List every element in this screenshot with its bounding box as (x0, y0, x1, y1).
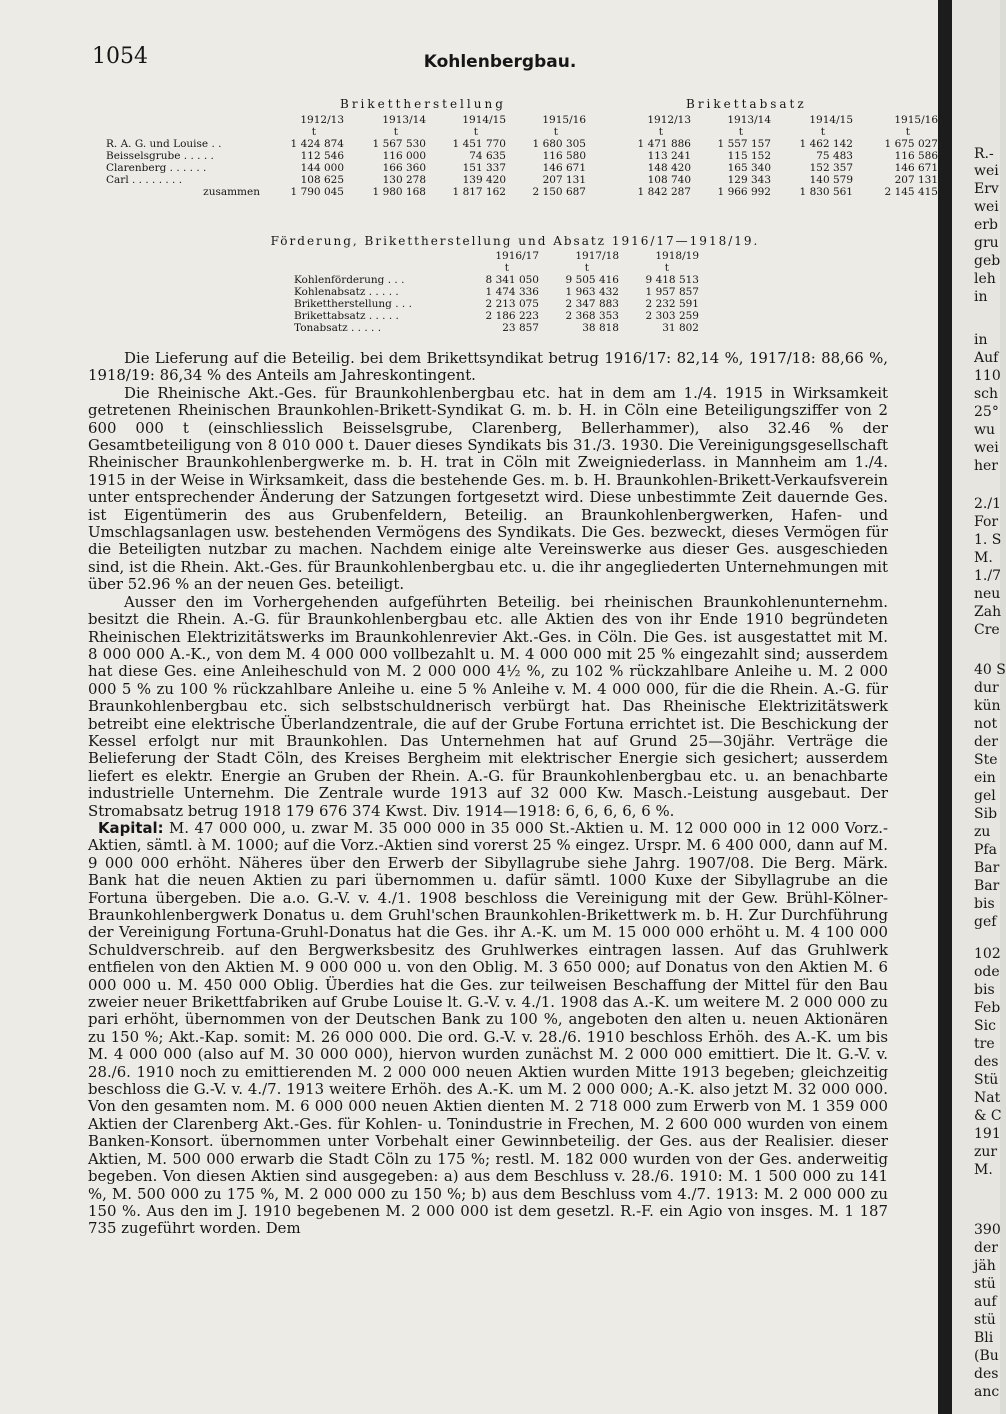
table1-year: 1913/14 (382, 114, 426, 126)
table1-unit-corner (106, 126, 266, 138)
adjacent-page-fragment: Bli (974, 1330, 994, 1346)
table1-cell: 116 000 (382, 150, 426, 162)
adjacent-page-fragment: auf (974, 1294, 997, 1310)
table2-row (294, 310, 699, 322)
adjacent-page-fragment: bis (974, 982, 995, 998)
adjacent-page-fragment: in (974, 332, 988, 348)
table1-cell: 146 671 (542, 162, 586, 174)
table2-row (294, 286, 699, 298)
adjacent-page-fragment: her (974, 458, 998, 474)
table2-cell: 2 347 883 (565, 298, 619, 310)
table2-cell: 2 213 075 (485, 298, 539, 310)
adjacent-page-fragment: Nat (974, 1090, 1001, 1106)
table1-cell: 140 579 (809, 174, 853, 186)
table1-cell: 1 966 992 (717, 186, 771, 198)
adjacent-page-fragment: des (974, 1366, 999, 1382)
adjacent-page-edge (952, 0, 1006, 1414)
table2-unit-corner (294, 262, 454, 274)
paragraph-syndicate: Die Rheinische Akt.-Ges. für Braunkohlenbergbau etc. hat in dem am 1./4. 1915 in Wirksamkeit getretenen Rheinischen Braunkohlen-Brikett-Syndikat G. m. b. H. in Cöln eine Beteiligungsziffer von 2 600 000 t (einschliesslich Beisselsgrube, Clarenberg, Bellerhammer), also 32.46 % der Gesamtbeteiligung von 8 010 000 t. Dauer dieses Syndikats bis 31./3. 1930. Die Vereinigungsgesellschaft Rheinischer Braunkohlenbergwerke m. b. H. trat in Cöln mit Zweigniederlass. in Mannheim am 1./4. 1915 in der Weise in Wirksamkeit, dass die bestehende Ges. m. b. H. Braunkohlen-Brikett-Verkaufsverein unter entsprechender Änderung der Satzungen fortgesetzt wird. Diese unbestimmte Zeit dauernde Ges. ist Eigentümerin des aus Grubenfeldern, Beteilig. an Braunkohlenbergwerken, Hafen- und Umschlagsanlagen usw. bestehenden Vermögens des Syndikats. Die Ges. bezweckt, dieses Vermögen für die Beteiligten nutzbar zu machen. Nachdem einige alte Vereinswerke aus dieser Ges. ausgeschieden sind, ist die Rhein. Akt.-Ges. für Braunkohlenbergbau etc. u. die ihr angegliederten Unternehmungen mit über 52.96 % an der neuen Ges. beteiligt. (88, 383, 888, 594)
table1-cell: 1 451 770 (452, 138, 506, 150)
table2-cell: 38 818 (582, 322, 619, 334)
table1-cell: 1 680 305 (532, 138, 586, 150)
table1-cell: 165 340 (727, 162, 771, 174)
table1-year: 1915/16 (894, 114, 938, 126)
adjacent-page-fragment: der (974, 1240, 998, 1256)
table2-year-row (294, 250, 699, 262)
table2-row (294, 322, 699, 334)
table1-unit: t (905, 126, 910, 138)
table1-cell: 113 241 (647, 150, 691, 162)
adjacent-page-fragment: 25° (974, 404, 999, 420)
adjacent-page-fragment: wei (974, 440, 999, 456)
table1-cell: 148 420 (647, 162, 691, 174)
table1-cell: 1 462 142 (799, 138, 853, 150)
table1-unit: t (311, 126, 316, 138)
table2-row (294, 274, 699, 286)
adjacent-page-fragment: ode (974, 964, 1000, 980)
table2-cell: 2 368 353 (565, 310, 619, 322)
table2-cell: 23 857 (502, 322, 539, 334)
table1-cell: 139 420 (462, 174, 506, 186)
adjacent-page-fragment: des (974, 1054, 999, 1070)
table1-year-row (106, 114, 938, 126)
paragraph-electricity-works: Ausser den im Vorhergehenden aufgeführten Beteilig. bei rheinischen Braunkohlenunternehm. besitzt die Rhein. A.-G. für Braunkohlenbergbau etc. alle Aktien des von ihr Ende 1910 begründeten Rheinischen Elektrizitätswerks im Braunkohlenrevier Akt.-Ges. in Cöln. Die Ges. ist ausgestattet mit M. 8 000 000 A.-K., von dem M. 4 000 000 vollbezahlt u. M. 4 000 000 mit 25 % eingezahlt sind; ausserdem hat diese Ges. eine Anleiheschuld von M. 2 000 000 4½ %, zu 102 % rückzahlbare Anleihe u. M. 2 000 000 5 % zu 100 % rückzahlbare Anleihe u. eine 5 % Anleihe v. M. 4 000 000, für die die Rhein. A.-G. für Braunkohlenbergbau etc. sich selbstschuldnerisch verbürgt hat. Das Rheinische Elektrizitätswerk betreibt eine elektrische Überlandzentrale, die auf der Grube Fortuna errichtet ist. Die Beschickung der Kessel erfolgt nur mit Braunkohlen. Das Unternehmen hat auf Grund 25—30jähr. Verträge die Belieferung der Stadt Cöln, des Kreises Bergheim mit elektrischer Energie sich gesichert; ausserdem liefert es elektr. Energie an Gruben der Rhein. A.-G. für Braunkohlenbergbau etc. u. an benachbarte industrielle Unternehm. Die Zentrale wurde 1913 auf 32 000 Kw. Masch.-Leistung ausgebaut. Der Stromabsatz betrug 1918 179 676 374 Kwst. Div. 1914—1918: 6, 6, 6, 6, 6 %. (88, 592, 888, 820)
adjacent-page-fragment: Auf (974, 350, 999, 366)
table1-cell: 116 586 (894, 150, 938, 162)
adjacent-page-fragment: 102 (974, 946, 1001, 962)
table2-cell: 8 341 050 (485, 274, 539, 286)
table1-cell: 116 580 (542, 150, 586, 162)
page-number: 1054 (92, 44, 148, 69)
adjacent-page-fragment: anc (974, 1384, 1000, 1400)
table2-row-label: Brikettabsatz . . . . . (294, 310, 399, 322)
table1-cell: 74 635 (469, 150, 506, 162)
adjacent-page-fragment: tre (974, 1036, 995, 1052)
table1-cell: 129 343 (727, 174, 771, 186)
table1-unit: t (820, 126, 825, 138)
table1-row (106, 174, 938, 186)
table2-year: 1917/18 (575, 250, 619, 262)
table1-unit: t (473, 126, 478, 138)
adjacent-page-fragment: wei (974, 163, 999, 179)
table1-cell: 2 145 415 (884, 186, 938, 198)
table1-year: 1913/14 (727, 114, 771, 126)
adjacent-page-fragment: gef (974, 914, 997, 930)
kapital-text: M. 47 000 000, u. zwar M. 35 000 000 in 35 000 St.-Aktien u. M. 12 000 000 in 12 000 Vorz.-Aktien, sämtl. à M. 1000; auf die Vorz.-Aktien sind vorerst 25 % eingez. Urspr. M. 6 400 000, dann auf M. 9 000 000 erhöht. Näheres über den Erwerb der Sibyllagrube siehe Jahrg. 1907/08. Die Berg. Märk. Bank hat die neuen Aktien zu pari übernommen u. dafür sämtl. 1000 Kuxe der Sibyllagrube an die Fortuna übergeben. Die a.o. G.-V. v. 4./1. 1908 beschloss die Vereinigung mit der Gew. Brühl-Kölner-Braunkohlenbergwerk Donatus u. dem Gruhl'schen Braunkohlen-Brikettwerk m. b. H. Zur Durchführung der Vereinigung Fortuna-Gruhl-Donatus hat die Ges. ihr A.-K. um M. 15 000 000 erhöht u. M. 4 100 000 Schuldverschreib. auf den Bergwerksbesitz des Gruhlwerkes eintragen lassen. Auf das Gruhlwerk entfielen von den Aktien M. 9 000 000 u. von den Oblig. M. 3 650 000; auf Donatus von den Aktien M. 6 000 000 u. M. 450 000 Oblig. Überdies hat die Ges. zur teilweisen Beschaffung der Mittel für den Bau zweier neuer Brikettfabriken auf Grube Louise lt. G.-V. v. 4./1. 1908 das A.-K. um weitere M. 2 000 000 zu pari erhöht, übernommen von der Deutschen Bank zu 100 %, angeboten den alten u. neuen Aktionären zu 150 %; Akt.-Kap. somit: M. 26 000 000. Die ord. G.-V. v. 28./6. 1910 beschloss Erhöh. des A.-K. um bis M. 4 000 000 (also auf M. 30 000 000), hiervon wurden zunächst M. 2 000 000 emittiert. Die lt. G.-V. v. 28./6. 1910 noch zu emittierenden M. 2 000 000 neuen Aktien wurden Mitte 1913 begeben; gleichzeitig beschloss die G.-V. v. 4./7. 1913 weitere Erhöh. des A.-K. um M. 2 000 000; A.-K. also jetzt M. 32 000 000. Von den gesamten nom. M. 6 000 000 neuen Aktien dienten M. 2 718 000 zum Erwerb von M. 1 359 000 Aktien der Clarenberg Akt.-Ges. für Kohlen- u. Tonindustrie in Frechen, M. 2 600 000 wurden von einem Banken-Konsort. übernommen unter Vorbehalt einer Gewinnbeteilig. der Ges. aus der Realisier. dieser Aktien, M. 500 000 erwarb die Stadt Cöln zu 175 %; restl. M. 182 000 wurden von der Ges. anderweitig begeben. Von diesen Aktien sind ausgegeben: a) aus dem Beschluss v. 28./6. 1910: M. 1 500 000 zu 141 %, M. 500 000 zu 175 %, M. 2 000 000 zu 150 %; b) aus dem Beschluss vom 4./7. 1913: M. 2 000 000 zu 150 %. Aus den im J. 1910 begebenen M. 2 000 000 ist dem gesetzl. R.-F. ein Agio von insges. M. 1 187 735 zugeführt worden. Dem (88, 818, 888, 1238)
adjacent-page-fragment: not (974, 716, 998, 732)
table2-cell: 2 186 223 (485, 310, 539, 322)
table1-row (106, 138, 938, 150)
table1-group-left: Brikettherstellung (340, 97, 506, 111)
table1-unit: t (738, 126, 743, 138)
adjacent-page-fragment: gel (974, 788, 996, 804)
table1-row-label: Beisselsgrube . . . . . (106, 150, 214, 162)
table2-row-label: Tonabsatz . . . . . (294, 322, 382, 334)
table1-cell: 130 278 (382, 174, 426, 186)
table2-title: Förderung, Brikettherstellung und Absatz 1916/17—1918/19. (270, 234, 760, 248)
table2-cell: 9 505 416 (565, 274, 619, 286)
table2-unit: t (584, 262, 589, 274)
table1-year: 1912/13 (300, 114, 344, 126)
adjacent-page-fragment: Bar (974, 860, 1000, 876)
table1-cell: 112 546 (300, 150, 344, 162)
adjacent-page-fragment: & C (974, 1108, 1002, 1124)
table1-row-label: R. A. G. und Louise . . (106, 138, 222, 150)
adjacent-page-fragment: zu (974, 824, 991, 840)
adjacent-page-fragment: Feb (974, 1000, 1001, 1016)
table2-row-label: Kohlenförderung . . . (294, 274, 405, 286)
table1-row-label: zusammen (203, 186, 260, 198)
page-gutter (938, 0, 952, 1414)
table2-unit: t (504, 262, 509, 274)
table1-cell: 1 567 530 (372, 138, 426, 150)
table1-cell: 1 980 168 (372, 186, 426, 198)
adjacent-page-fragment: M. (974, 1162, 993, 1178)
production-sales-table (106, 114, 938, 198)
table1-year: 1914/15 (462, 114, 506, 126)
table1-cell: 166 360 (382, 162, 426, 174)
adjacent-page-fragment: 40 S (974, 662, 1006, 678)
adjacent-page-fragment: R.- (974, 146, 994, 162)
table2-unit-row (294, 262, 699, 274)
table1-corner (106, 114, 266, 126)
adjacent-page-fragment: M. (974, 550, 993, 566)
paragraph-deliveries: Die Lieferung auf die Beteilig. bei dem Brikettsyndikat betrug 1916/17: 82,14 %, 1917/18: 88,66 %, 1918/19: 86,34 % des Anteils am Jahreskontingent. (88, 349, 888, 385)
adjacent-page-fragment: gru (974, 235, 999, 251)
adjacent-page-fragment: Zah (974, 604, 1002, 620)
adjacent-page-fragment: 110 (974, 368, 1001, 384)
adjacent-page-fragment: 1. S (974, 532, 1002, 548)
table1-row-label: Clarenberg . . . . . . (106, 162, 207, 174)
table2-row-label: Brikettherstellung . . . (294, 298, 412, 310)
adjacent-page-fragment: Cre (974, 622, 1000, 638)
output-summary-table (294, 250, 699, 334)
table1-cell: 115 152 (727, 150, 771, 162)
table1-row (106, 162, 938, 174)
adjacent-page-fragment: in (974, 289, 988, 305)
table2-row (294, 298, 699, 310)
table1-cell: 108 625 (300, 174, 344, 186)
table2-cell: 2 303 259 (645, 310, 699, 322)
table2-cell: 1 474 336 (485, 286, 539, 298)
adjacent-page-fragment: Pfa (974, 842, 997, 858)
table1-year: 1914/15 (809, 114, 853, 126)
adjacent-page-fragment: der (974, 734, 998, 750)
adjacent-page-fragment: stü (974, 1312, 996, 1328)
table1-cell: 207 131 (542, 174, 586, 186)
adjacent-page-fragment: geb (974, 253, 1001, 269)
table2-year: 1918/19 (655, 250, 699, 262)
adjacent-page-fragment: Ste (974, 752, 998, 768)
kapital-label: Kapital: (98, 818, 164, 837)
adjacent-page-fragment: 2./1 (974, 496, 1001, 512)
adjacent-page-fragment: 390 (974, 1222, 1001, 1238)
table2-cell: 9 418 513 (645, 274, 699, 286)
table1-unit: t (393, 126, 398, 138)
adjacent-page-fragment: Bar (974, 878, 1000, 894)
table1-unit: t (553, 126, 558, 138)
running-head: Kohlenbergbau. (423, 52, 577, 72)
table1-cell: 1 790 045 (290, 186, 344, 198)
adjacent-page-fragment: sch (974, 386, 999, 402)
adjacent-page-fragment: erb (974, 217, 998, 233)
table2-cell: 2 232 591 (645, 298, 699, 310)
table2-cell: 31 802 (662, 322, 699, 334)
adjacent-page-fragment: kün (974, 698, 1001, 714)
table1-cell: 207 131 (894, 174, 938, 186)
adjacent-page-fragment: bis (974, 896, 995, 912)
table1-cell: 1 830 561 (799, 186, 853, 198)
table1-cell: 1 675 027 (884, 138, 938, 150)
table1-cell: 1 424 874 (290, 138, 344, 150)
adjacent-page-fragment: neu (974, 586, 1001, 602)
table2-cell: 1 957 857 (645, 286, 699, 298)
table1-cell: 152 357 (809, 162, 853, 174)
table1-cell: 1 557 157 (717, 138, 771, 150)
adjacent-page-fragment: (Bu (974, 1348, 999, 1364)
table1-cell: 1 842 287 (637, 186, 691, 198)
adjacent-page-fragment: wu (974, 422, 995, 438)
body-text (88, 350, 888, 1238)
table1-year: 1915/16 (542, 114, 586, 126)
table2-unit: t (664, 262, 669, 274)
table2-cell: 1 963 432 (565, 286, 619, 298)
table1-cell: 151 337 (462, 162, 506, 174)
table2-corner (294, 250, 454, 262)
table1-cell: 1 471 886 (637, 138, 691, 150)
adjacent-page-fragment: Stü (974, 1072, 999, 1088)
adjacent-page-fragment: zur (974, 1144, 998, 1160)
adjacent-page-fragment: stü (974, 1276, 996, 1292)
adjacent-page-fragment: ein (974, 770, 996, 786)
adjacent-page-fragment: For (974, 514, 999, 530)
adjacent-page-fragment: Sib (974, 806, 998, 822)
table1-cell: 2 150 687 (532, 186, 586, 198)
adjacent-page-fragment: Erv (974, 181, 999, 197)
adjacent-page-fragment: wei (974, 199, 999, 215)
adjacent-page-fragment: jäh (974, 1258, 996, 1274)
table1-row (106, 150, 938, 162)
table1-cell: 1 817 162 (452, 186, 506, 198)
table1-cell: 108 740 (647, 174, 691, 186)
table1-group-right: Brikettabsatz (686, 97, 807, 111)
adjacent-page-fragment: 191 (974, 1126, 1001, 1142)
table1-row-label: Carl . . . . . . . . (106, 174, 183, 186)
table1-year: 1912/13 (647, 114, 691, 126)
table1-cell: 146 671 (894, 162, 938, 174)
adjacent-page-fragment: Sic (974, 1018, 996, 1034)
adjacent-page-fragment: 1./7 (974, 568, 1001, 584)
table1-cell: 144 000 (300, 162, 344, 174)
paragraph-kapital (88, 820, 888, 1238)
adjacent-page-fragment: dur (974, 680, 999, 696)
table1-cell: 75 483 (816, 150, 853, 162)
table1-row (106, 186, 938, 198)
table2-year: 1916/17 (495, 250, 539, 262)
adjacent-page-fragment: leh (974, 271, 996, 287)
table1-unit-row (106, 126, 938, 138)
table1-unit: t (658, 126, 663, 138)
table2-row-label: Kohlenabsatz . . . . . (294, 286, 399, 298)
